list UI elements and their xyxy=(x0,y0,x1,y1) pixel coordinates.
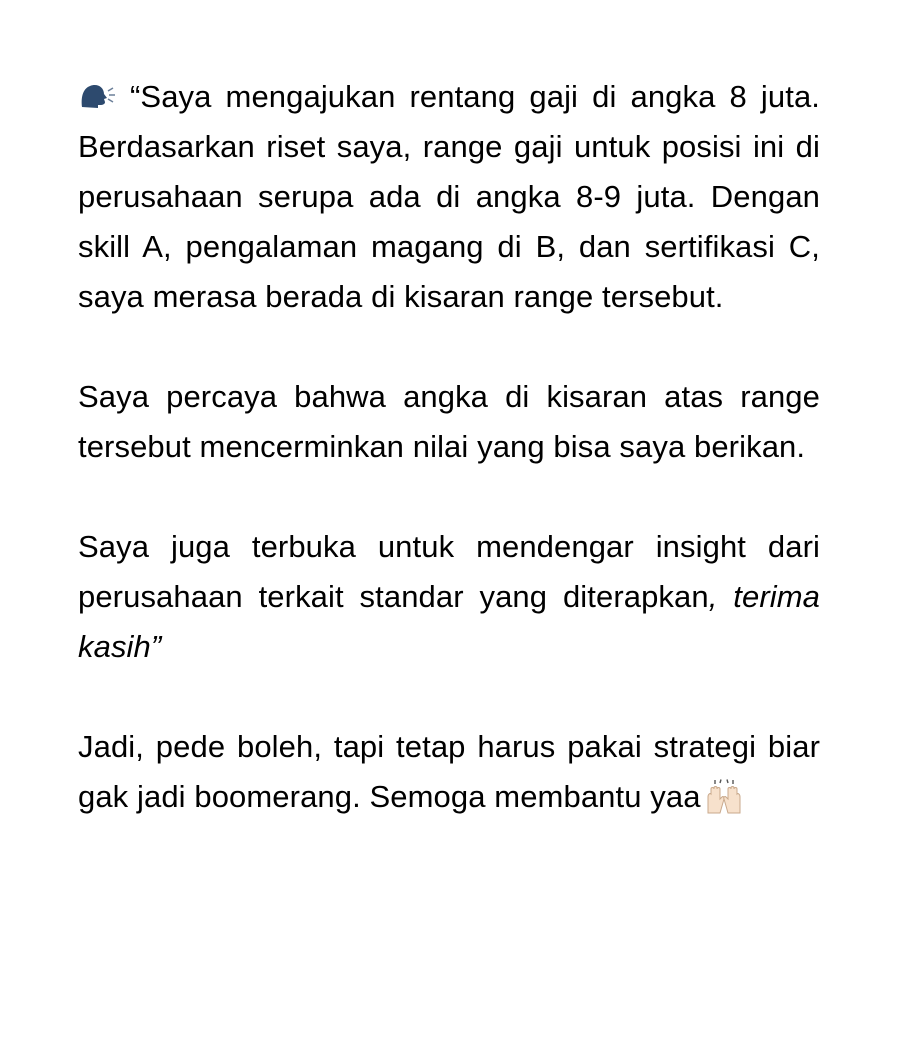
raising-hands-icon xyxy=(703,779,745,815)
paragraph-closing-advice-text: Jadi, pede boleh, tapi tetap harus pakai strategi biar gak jadi boomerang. Semoga membantu yaa xyxy=(78,729,820,814)
paragraph-open-to-insight xyxy=(78,522,820,672)
paragraph-salary-pitch xyxy=(78,72,820,322)
closing-thanks-text: , terima kasih” xyxy=(78,579,820,664)
paragraph-closing-advice xyxy=(78,722,820,822)
speaking-head-icon xyxy=(78,81,116,111)
paragraph-open-to-insight-text: Saya juga terbuka untuk mendengar insight dari perusahaan terkait standar yang diterapkan xyxy=(78,529,820,614)
document-body xyxy=(78,72,820,822)
paragraph-value-statement-text: Saya percaya bahwa angka di kisaran atas range tersebut mencerminkan nilai yang bisa saya berikan. xyxy=(78,379,820,464)
paragraph-value-statement xyxy=(78,372,820,472)
paragraph-salary-pitch-text: “Saya mengajukan rentang gaji di angka 8 juta. Berdasarkan riset saya, range gaji untuk posisi ini di perusahaan serupa ada di angka 8-9 juta. Dengan skill A, pengalaman magang di B, dan sertifikasi C, saya merasa berada di kisaran range tersebut. xyxy=(78,79,820,314)
